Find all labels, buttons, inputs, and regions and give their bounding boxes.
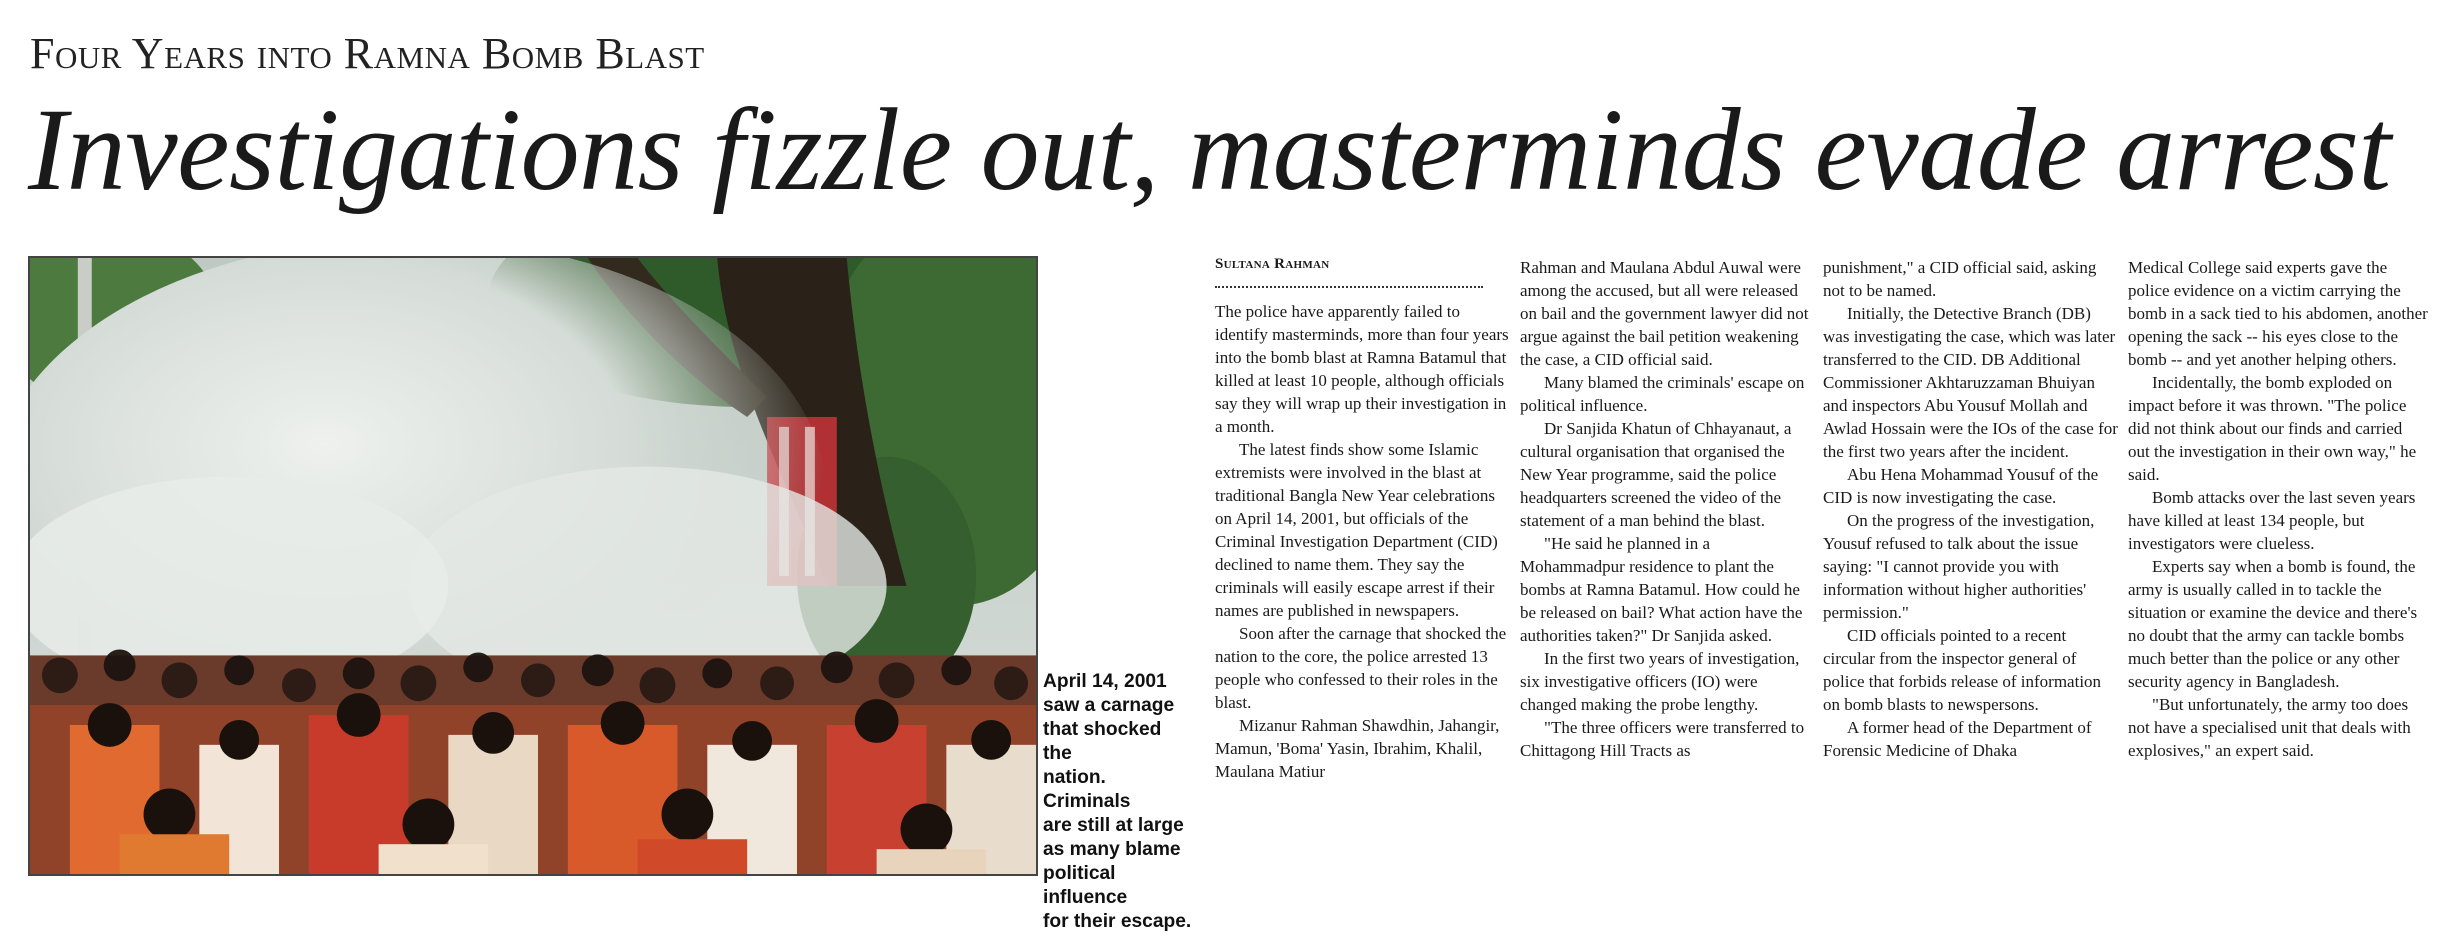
article-paragraph: On the progress of the investigation, Yousuf refused to talk about the issue saying: "I cannot provide you with information without higher authorities' permission." [1823, 511, 2095, 622]
byline-divider [1215, 286, 1483, 288]
article-paragraph: CID officials pointed to a recent circular from the inspector general of police that forbids release of information on bomb blasts to newspersons. [1823, 626, 2102, 714]
caption-line: as many blame [1043, 839, 1181, 860]
article-paragraph: Incidentally, the bomb exploded on impact before it was thrown. "The police did not think about our finds and carried out the investigation in their own way," he said. [2128, 373, 2417, 484]
article-column-4 [2128, 256, 2428, 762]
article-column-1 [1215, 300, 1515, 783]
article-paragraph: In the first two years of investigation, six investigative officers (IO) were changed making the probe lengthy. [1520, 649, 1800, 714]
article-paragraph: Mizanur Rahman Shawdhin, Jahangir, Mamun, 'Boma' Yasin, Ibrahim, Khalil, Maulana Matiur [1215, 716, 1500, 781]
article-paragraph: Experts say when a bomb is found, the army is usually called in to tackle the situation or examine the device and there's no doubt that the army can tackle bombs much better than the police or any other security agency in Bangladesh. [2128, 557, 2418, 691]
caption-line: April 14, 2001 [1043, 671, 1167, 692]
news-photo [28, 256, 1038, 876]
article-paragraph: punishment," a CID official said, asking not to be named. [1823, 258, 2097, 300]
caption-line: saw a carnage [1043, 695, 1175, 716]
main-headline: Investigations fizzle out, masterminds evade arrest [28, 84, 2391, 215]
article-paragraph: "But unfortunately, the army too does not have a specialised unit that deals with explosives," an expert said. [2128, 695, 2411, 760]
kicker-headline: Four Years into Ramna Bomb Blast [30, 29, 705, 78]
caption-line: political influence [1043, 863, 1128, 908]
article-paragraph: Dr Sanjida Khatun of Chhayanaut, a cultural organisation that organised the New Year programme, said the police headquarters screened the video of the statement of a man behind the blast. [1520, 419, 1792, 530]
article-column-2 [1520, 256, 1816, 762]
article-paragraph: "The three officers were transferred to Chittagong Hill Tracts as [1520, 718, 1805, 760]
article-paragraph: Soon after the carnage that shocked the nation to the core, the police arrested 13 people who confessed to their roles in the blast. [1215, 624, 1507, 712]
crowd-smoke-photo [30, 258, 1036, 874]
caption-line: for their escape. [1043, 911, 1192, 932]
article-paragraph: Abu Hena Mohammad Yousuf of the CID is now investigating the case. [1823, 465, 2099, 507]
article-paragraph: A former head of the Department of Forensic Medicine of Dhaka [1823, 718, 2092, 760]
article-paragraph: Initially, the Detective Branch (DB) was investigating the case, which was later transferred to the CID. DB Additional Commissioner Akhtaruzzaman Bhuiyan and inspectors Abu Yousuf Mollah and Awlad Hossain were the IOs of the case for the first two years after the incident. [1823, 304, 2118, 461]
article-paragraph: Bomb attacks over the last seven years have killed at least 134 people, but investigators were clueless. [2128, 488, 2416, 553]
article-paragraph: Rahman and Maulana Abdul Auwal were among the accused, but all were released on bail and the government lawyer did not argue against the bail petition weakening the case, a CID official said. [1520, 258, 1809, 369]
caption-line: are still at large [1043, 815, 1184, 836]
article-paragraph: Many blamed the criminals' escape on political influence. [1520, 373, 1805, 415]
article-paragraph: The police have apparently failed to identify masterminds, more than four years into the bomb blast at Ramna Batamul that killed at least 10 people, although officials say they will wrap up their investigation in a month. [1215, 302, 1509, 436]
article-paragraph: "He said he planned in a Mohammadpur residence to plant the bombs at Ramna Batamul. How could he be released on bail? What action have the authorities taken?" Dr Sanjida asked. [1520, 534, 1803, 645]
byline: Sultana Rahman [1215, 256, 1330, 272]
photo-caption [1043, 670, 1193, 934]
article-paragraph: Medical College said experts gave the police evidence on a victim carrying the bomb in a sack tied to his abdomen, another opening the sack -- his eyes close to the bomb -- and yet another helping others. [2128, 258, 2428, 369]
article-column-3 [1823, 256, 2119, 762]
caption-line: nation. Criminals [1043, 767, 1131, 812]
caption-line: that shocked the [1043, 719, 1162, 764]
article-paragraph: The latest finds show some Islamic extremists were involved in the blast at traditional Bangla New Year celebrations on April 14, 2001, but officials of the Criminal Investigation Department (CID) declined to name them. They say the criminals will easily escape arrest if their names are published in newspapers. [1215, 440, 1498, 620]
